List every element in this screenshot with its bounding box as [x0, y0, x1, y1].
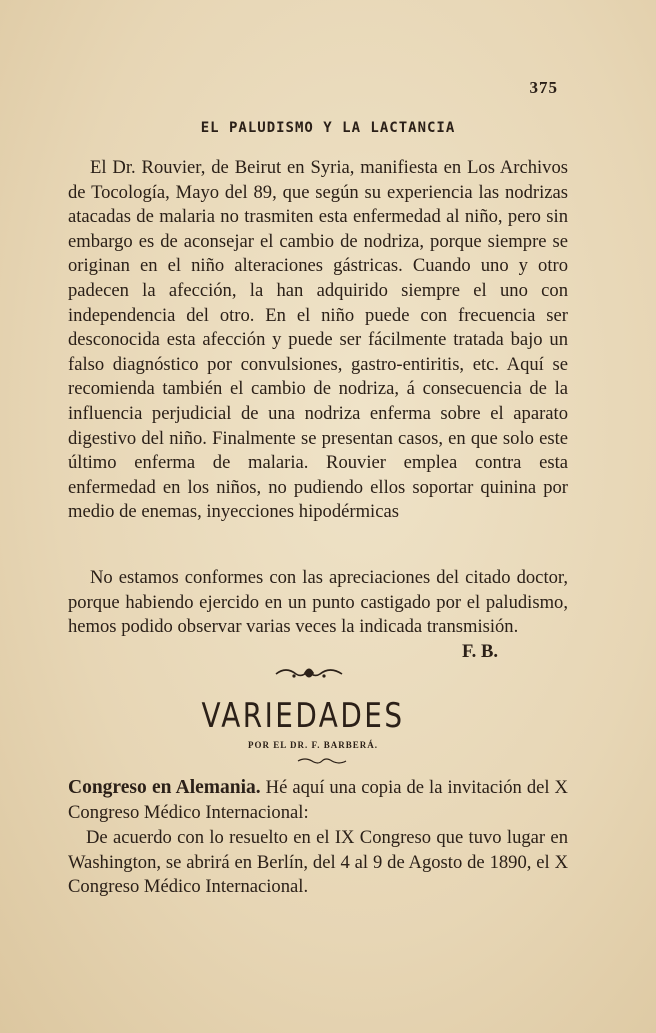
divider-ornament-icon [274, 662, 344, 684]
page-number: 375 [529, 78, 558, 97]
article-paragraph-1 [68, 156, 568, 525]
article-paragraph-2 [68, 566, 568, 664]
section-title: VARIEDADES [201, 696, 405, 736]
item-intro-text: Hé aquí una copia de la invitación del X Congreso Médico Internacional: [68, 777, 568, 823]
article-title: EL PALUDISMO Y LA LACTANCIA [200, 120, 456, 136]
item-lead: Congreso en Alemania. [68, 777, 261, 798]
author-signature: F. B. [462, 640, 498, 662]
item-paragraph [68, 826, 568, 900]
item-paragraph-text: De acuerdo con lo resuelto en el IX Congreso que tuvo lugar en Washington, se abrirá en Berlín, del 4 al 9 de Agosto de 1890, el X Congreso Médico Internacional. [68, 827, 568, 898]
section-byline: POR EL DR. F. BARBERÁ. [248, 740, 378, 750]
paragraph-1-text: El Dr. Rouvier, de Beirut en Syria, manifiesta en Los Archivos de Tocología, Mayo del 89, que según su experiencia las nodrizas atacadas de malaria no trasmiten esta enfermedad al niño, pero sin embargo es de aconsejar el cambio de nodriza, porque siempre se originan en el niño alteraciones gástricas. Cuando uno y otro padecen la afección, la han adquirido siempre el uno con independencia del otro. En el niño puede con frecuencia ser desconocida esta afección y puede ser fácilmente tratada bajo un falso diagnóstico por convulsiones, gastro-entiritis, etc. Aquí se recomienda también el cambio de nodriza, á consecuencia de la influencia perjudicial de una nodriza enferma sobre el aparato digestivo del niño. Finalmente se presentan casos, en que solo este último enferma de malaria. Rouvier emplea contra esta enfermedad en los niños, no pudiendo ellos soportar quinina por medio de enemas, inyecciones hipodérmicas [68, 157, 568, 523]
item-intro [68, 776, 568, 825]
paragraph-2-text: No estamos conformes con las apreciaciones del citado doctor, porque habiendo ejercido en un punto castigado por el paludismo, hemos podido observar varias veces la indicada transmisión. [68, 567, 568, 638]
small-divider-icon [296, 756, 348, 766]
